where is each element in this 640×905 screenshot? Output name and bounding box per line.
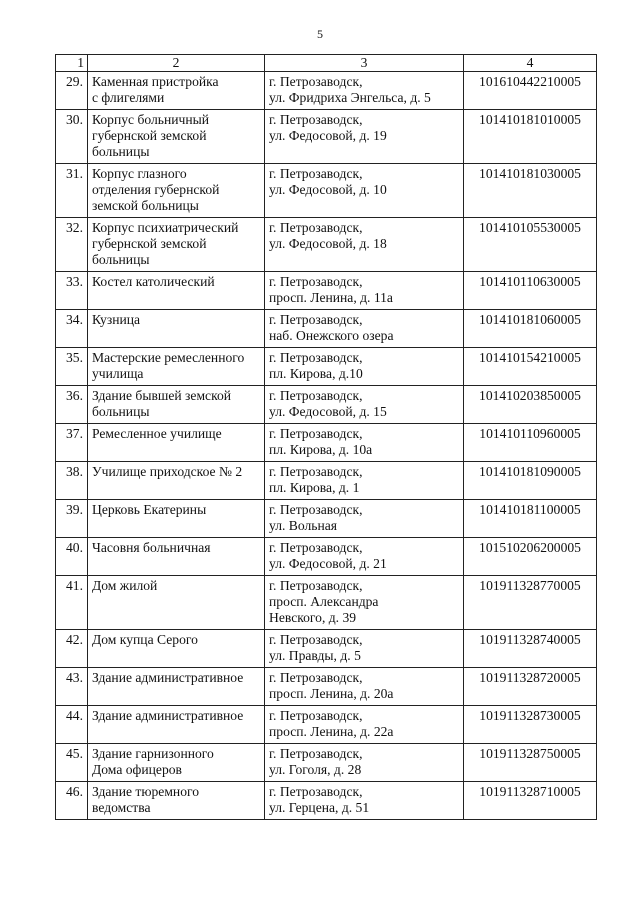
object-code: 101410110960005 <box>464 424 597 462</box>
object-address-line: г. Петрозаводск, <box>269 274 363 289</box>
object-address <box>265 386 464 424</box>
object-address <box>265 164 464 218</box>
object-name <box>88 348 265 386</box>
table-row <box>56 576 597 630</box>
object-code: 101410181100005 <box>464 500 597 538</box>
object-name-line: Корпус психиатрический <box>92 220 239 235</box>
object-name-line: Здание гарнизонного <box>92 746 214 761</box>
object-address-line: г. Петрозаводск, <box>269 388 363 403</box>
object-name-line: Здание тюремного <box>92 784 200 799</box>
object-name-line: Часовня больничная <box>92 540 211 555</box>
table-row <box>56 72 597 110</box>
object-address <box>265 668 464 706</box>
object-address <box>265 110 464 164</box>
table-row <box>56 386 597 424</box>
object-code: 101410181090005 <box>464 462 597 500</box>
object-code: 101911328750005 <box>464 744 597 782</box>
row-number: 35. <box>56 348 88 386</box>
table-row <box>56 310 597 348</box>
object-name-line: Дом купца Серого <box>92 632 198 647</box>
object-address <box>265 218 464 272</box>
column-header-4: 4 <box>464 55 597 72</box>
object-address-line: г. Петрозаводск, <box>269 784 363 799</box>
object-name-line: Дома офицеров <box>92 762 182 777</box>
object-address <box>265 424 464 462</box>
object-name <box>88 386 265 424</box>
row-number: 33. <box>56 272 88 310</box>
object-address-line: г. Петрозаводск, <box>269 350 363 365</box>
table-row <box>56 462 597 500</box>
object-address <box>265 744 464 782</box>
object-code: 101911328770005 <box>464 576 597 630</box>
object-address-line: ул. Федосовой, д. 18 <box>269 236 387 251</box>
object-address-line: ул. Федосовой, д. 19 <box>269 128 387 143</box>
object-code: 101610442210005 <box>464 72 597 110</box>
table-row <box>56 630 597 668</box>
object-name-line: Здание административное <box>92 708 244 723</box>
table-row <box>56 706 597 744</box>
object-address <box>265 782 464 820</box>
object-address-line: ул. Фридриха Энгельса, д. 5 <box>269 90 431 105</box>
table-row <box>56 218 597 272</box>
object-address-line: г. Петрозаводск, <box>269 502 363 517</box>
table-row <box>56 272 597 310</box>
table-row <box>56 668 597 706</box>
object-name-line: Здание административное <box>92 670 244 685</box>
row-number: 30. <box>56 110 88 164</box>
object-name <box>88 782 265 820</box>
object-name <box>88 110 265 164</box>
object-name <box>88 630 265 668</box>
object-code: 101410203850005 <box>464 386 597 424</box>
column-header-2: 2 <box>88 55 265 72</box>
object-code: 101911328710005 <box>464 782 597 820</box>
object-name-line: губернской земской <box>92 128 207 143</box>
row-number: 40. <box>56 538 88 576</box>
object-address-line: г. Петрозаводск, <box>269 578 363 593</box>
object-name-line: больницы <box>92 144 150 159</box>
object-address <box>265 538 464 576</box>
object-address <box>265 310 464 348</box>
object-address <box>265 500 464 538</box>
object-address-line: пл. Кирова, д.10 <box>269 366 363 381</box>
column-header-3: 3 <box>265 55 464 72</box>
object-name <box>88 310 265 348</box>
row-number: 36. <box>56 386 88 424</box>
object-name <box>88 668 265 706</box>
object-name <box>88 218 265 272</box>
object-name-line: отделения губернской <box>92 182 220 197</box>
object-code: 101410181030005 <box>464 164 597 218</box>
object-address-line: ул. Вольная <box>269 518 338 533</box>
object-code: 101410181060005 <box>464 310 597 348</box>
object-address <box>265 72 464 110</box>
object-name <box>88 538 265 576</box>
object-code: 101911328720005 <box>464 668 597 706</box>
object-name-line: Корпус больничный <box>92 112 210 127</box>
object-name <box>88 706 265 744</box>
row-number: 41. <box>56 576 88 630</box>
page-number: 5 <box>317 27 323 41</box>
object-name <box>88 576 265 630</box>
object-name <box>88 164 265 218</box>
object-address-line: пл. Кирова, д. 1 <box>269 480 360 495</box>
table-row <box>56 744 597 782</box>
object-name-line: Корпус глазного <box>92 166 187 181</box>
object-code: 101911328730005 <box>464 706 597 744</box>
object-address-line: ул. Герцена, д. 51 <box>269 800 370 815</box>
table-header-row <box>56 55 597 72</box>
row-number: 43. <box>56 668 88 706</box>
object-name <box>88 744 265 782</box>
object-code: 101410154210005 <box>464 348 597 386</box>
object-name <box>88 272 265 310</box>
row-number: 45. <box>56 744 88 782</box>
object-name <box>88 462 265 500</box>
object-name <box>88 72 265 110</box>
object-address <box>265 630 464 668</box>
object-name-line: Каменная пристройка <box>92 74 219 89</box>
object-address <box>265 462 464 500</box>
objects-table <box>55 54 597 820</box>
object-address-line: г. Петрозаводск, <box>269 464 363 479</box>
object-name-line: Училище приходское № 2 <box>92 464 243 479</box>
object-name-line: с флигелями <box>92 90 165 105</box>
object-address-line: пл. Кирова, д. 10а <box>269 442 373 457</box>
object-name-line: ведомства <box>92 800 151 815</box>
row-number: 37. <box>56 424 88 462</box>
object-name-line: Церковь Екатерины <box>92 502 207 517</box>
object-address-line: наб. Онежского озера <box>269 328 394 343</box>
object-address-line: г. Петрозаводск, <box>269 632 363 647</box>
object-address <box>265 706 464 744</box>
table-row <box>56 424 597 462</box>
object-address <box>265 272 464 310</box>
table-row <box>56 110 597 164</box>
object-address <box>265 348 464 386</box>
object-name-line: больницы <box>92 252 150 267</box>
table-row <box>56 500 597 538</box>
object-name-line: Кузница <box>92 312 141 327</box>
row-number: 46. <box>56 782 88 820</box>
table-row <box>56 782 597 820</box>
object-code: 101911328740005 <box>464 630 597 668</box>
object-address-line: ул. Правды, д. 5 <box>269 648 361 663</box>
row-number: 31. <box>56 164 88 218</box>
row-number: 39. <box>56 500 88 538</box>
object-name <box>88 500 265 538</box>
object-address-line: г. Петрозаводск, <box>269 426 363 441</box>
object-code: 101410105530005 <box>464 218 597 272</box>
object-address-line: г. Петрозаводск, <box>269 74 363 89</box>
row-number: 44. <box>56 706 88 744</box>
object-address-line: ул. Федосовой, д. 21 <box>269 556 387 571</box>
object-address-line: просп. Ленина, д. 20а <box>269 686 394 701</box>
column-header-1: 1 <box>56 55 88 72</box>
object-address-line: г. Петрозаводск, <box>269 670 363 685</box>
object-address-line: просп. Александра <box>269 594 379 609</box>
row-number: 42. <box>56 630 88 668</box>
object-address-line: г. Петрозаводск, <box>269 540 363 555</box>
object-name-line: земской больницы <box>92 198 199 213</box>
object-address-line: г. Петрозаводск, <box>269 220 363 235</box>
object-name-line: Костел католический <box>92 274 215 289</box>
object-name-line: Дом жилой <box>92 578 158 593</box>
object-name-line: училища <box>92 366 144 381</box>
row-number: 38. <box>56 462 88 500</box>
object-address-line: ул. Федосовой, д. 15 <box>269 404 387 419</box>
row-number: 29. <box>56 72 88 110</box>
object-name-line: Здание бывшей земской <box>92 388 232 403</box>
object-address-line: г. Петрозаводск, <box>269 708 363 723</box>
object-name-line: Ремесленное училище <box>92 426 222 441</box>
table-row <box>56 164 597 218</box>
object-address <box>265 576 464 630</box>
object-address-line: г. Петрозаводск, <box>269 312 363 327</box>
object-name-line: больницы <box>92 404 150 419</box>
object-address-line: г. Петрозаводск, <box>269 746 363 761</box>
object-code: 101410110630005 <box>464 272 597 310</box>
object-code: 101410181010005 <box>464 110 597 164</box>
table-row <box>56 538 597 576</box>
object-address-line: ул. Федосовой, д. 10 <box>269 182 387 197</box>
row-number: 32. <box>56 218 88 272</box>
object-address-line: ул. Гоголя, д. 28 <box>269 762 362 777</box>
object-address-line: г. Петрозаводск, <box>269 112 363 127</box>
object-name-line: губернской земской <box>92 236 207 251</box>
object-address-line: г. Петрозаводск, <box>269 166 363 181</box>
table-row <box>56 348 597 386</box>
object-code: 101510206200005 <box>464 538 597 576</box>
object-address-line: просп. Ленина, д. 22а <box>269 724 394 739</box>
object-name <box>88 424 265 462</box>
row-number: 34. <box>56 310 88 348</box>
table-body <box>56 72 597 820</box>
object-name-line: Мастерские ремесленного <box>92 350 245 365</box>
object-address-line: просп. Ленина, д. 11а <box>269 290 393 305</box>
object-address-line: Невского, д. 39 <box>269 610 357 625</box>
